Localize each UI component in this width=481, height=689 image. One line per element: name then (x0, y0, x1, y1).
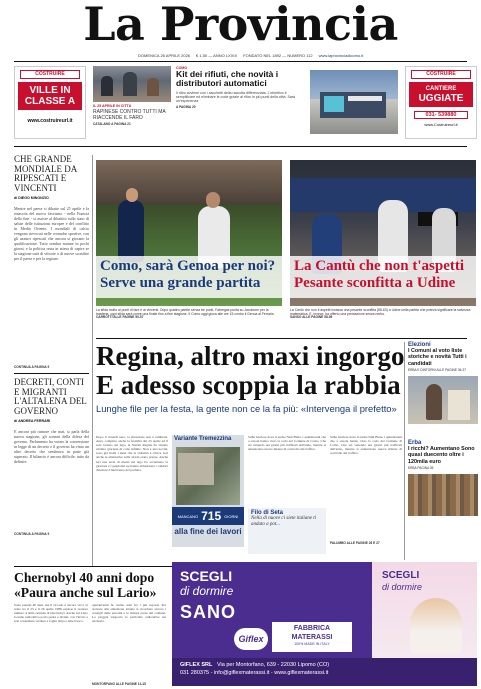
elezioni-ref: ERBA E DINTORNI ALLE PAGINE 36-37 (408, 368, 466, 373)
teaser-center-photo (310, 70, 398, 134)
sport-left-headline-bar (96, 256, 282, 298)
main-photo (172, 435, 244, 547)
countdown-value: 715 (201, 509, 222, 523)
elezioni[interactable] (408, 342, 478, 432)
sport-left-headline: Como, sarà Genoa per noi? Serve una grande partita (100, 258, 276, 291)
elezioni-headline: I Comuni al voto liste storiche e novità Tutti i candidati (408, 348, 467, 367)
sport-left-caption: La sfida molto ai punti di fare e ai vincenti. Dopo quattro partite senza tre punti, Fabregas punta su Jacobone per la trasferta, ogni sfida sarà come una finale fino a fine stagione. Il Como oggi gioca alle ore 15 contro il Genoa al Ferraris. (96, 308, 275, 316)
countdown-prefix: MANCANO (177, 513, 199, 519)
main-headline-2: E adesso scoppia la rabbia (96, 370, 401, 400)
ad-bottom-model (410, 598, 462, 654)
main-subheadline: Lunghe file per la festa, la gente non ce la fa più: «Intervenga il prefetto» (96, 403, 397, 414)
ad-right-line2: UGGIATE (418, 93, 464, 104)
ad-bottom[interactable] (172, 562, 477, 686)
ad-bottom-contacts[interactable]: 031 280375 - info@giflexmaterassi.it - www.giflexmaterassi.it (180, 670, 329, 676)
ad-right-line1: CANTIERE (425, 86, 457, 92)
left-column-divider (92, 155, 93, 567)
masthead (0, 0, 481, 50)
ad-bottom-right-2: di dormire (382, 582, 423, 592)
ad-right-url: www.Costruireurl.it (424, 122, 458, 127)
elezioni-title: Elezioni (408, 342, 431, 348)
ad-left[interactable] (14, 66, 86, 139)
editorial-author: di DIEGO MINONZIO (14, 196, 49, 200)
sport-right[interactable] (290, 160, 476, 330)
teaser-center-tag: COMO (176, 66, 188, 70)
ad-badge-3: 100% MADE IN ITALY (294, 642, 330, 646)
ad-left-line2: CLASSE A (24, 96, 76, 107)
ad-left-url: www.costruireurl.it (27, 118, 73, 124)
political-headline: DECRETI, CONTI E MIGRANTI L'ALTALENA DEL GOVERNO (14, 378, 87, 416)
section-rule-1 (14, 146, 467, 147)
erba-title: Erba (408, 440, 422, 446)
ad-left-banner (18, 82, 82, 110)
filo-title: Filo di Seta (251, 510, 284, 516)
masthead-edition: € 1,50 — ANNO LXXIX (196, 53, 238, 58)
countdown-suffix: alla fine dei lavori (174, 527, 242, 536)
chernobyl-headline: Chernobyl 40 anni dopo «Paura anche sul Lario» (14, 570, 157, 600)
political-rule (14, 373, 89, 374)
sport-right-headline: La Cantù che non t'aspetti Pesante sconfitta a Udine (294, 258, 465, 291)
section-rule-2 (96, 338, 467, 339)
masthead-website[interactable]: www.laprovinciadicomo.it (318, 53, 364, 58)
editorial-ref: CONTINUA A PAGINA 9 (14, 365, 50, 369)
teaser-left[interactable] (93, 66, 171, 139)
countdown-box (172, 507, 244, 525)
political-author: di ANDREA FERRARI (14, 419, 51, 423)
teaser-left-ref: CATALANO A PAGINA 21 (93, 122, 131, 126)
filo-text: Nella di nuove ci siete italiane ti andato a pot... (251, 516, 316, 527)
ad-bottom-company: GIFLEX SRL (180, 662, 213, 668)
sport-right-headline-bar (290, 256, 476, 298)
teaser-center-ref: A PAGINA 20 (176, 104, 196, 109)
political-author-name: ANDREA FERRARI (18, 419, 51, 423)
ad-badge-2: MATERASSI (291, 634, 333, 641)
chernobyl-body-2: quarant'anni fa, siamo stati fra i più esposti. Per arrivare alla situazione attuale si ricordano ancora i consigli delle autorità e le misure prese dal comune. La pioggia trasportò le particelle radioattive sul territorio. (92, 603, 166, 624)
teaser-left-headline: RAPINESE CONTRO TUTTI MA RIACCENDE IL FARO (93, 109, 166, 121)
erba-ref: ERBA PAGINA 35 (408, 466, 434, 471)
ad-left-line1: VILLE IN (29, 85, 71, 96)
ad-bottom-footer (172, 658, 477, 686)
main-body-far-right: Sulle barriere dove il anche Nini Blaia, i quindicenni che a scuola hanno visto la coda del Comune di Como. Che sta venendo nei giorni più trafficati dell'anno, mentre si annunciano nuove misure di controllo del traffico. (330, 435, 402, 456)
erba-headline: I ricchi? Aumentano Sono quasi duecento oltre i 120mila euro (408, 446, 475, 465)
masthead-rule (14, 61, 467, 62)
teaser-left-tag: IL 25 APRILE IN CITTÀ (93, 104, 132, 108)
erba-photo (408, 474, 478, 516)
ad-badge-1: FABBRICA (293, 625, 331, 632)
editorial-body: Mentre nel paese si dibatte sul 25 aprile e la rinascita del nuovo fascismo - nella Francia della fine - si assiste al dibattito sullo stato di salute delle istituzioni europee e del conflitto in Medio Oriente. I mondiali di calcio vengono rievocati nelle cronache sportive, con gli azzurri ripescati che ancora si giocano la qualificazione. Tutto sembra mutare in pochi giorni, e la politica resta in attesa di capire se la stagione sarà di vittorie o di nuove sconfitte per il paese e per la regione. (14, 206, 89, 261)
sport-left-ref: CARROTTI ALLE PAGINE 50-57 (96, 315, 144, 319)
ad-bottom-right-1: SCEGLI (382, 570, 420, 581)
main-body-right: Sulle barriere dove il anche Nini Blaia, i quindicenni che a scuola hanno visto la coda del Comune di Como. Che sta venendo nei giorni più trafficati dell'anno, mentre si annunciano nuove misure di controllo del traffico. (248, 435, 326, 452)
ad-bottom-line3: SANO (180, 602, 237, 622)
political-ref: CONTINUA A PAGINA 9 (14, 532, 50, 536)
main-photo-label: Variante Tremezzina (174, 436, 232, 442)
political[interactable] (14, 378, 89, 564)
chernobyl-ref: MONTORFANO ALLE PAGINE 14-15 (92, 682, 146, 686)
editorial-author-name: DIEGO MINONZIO (18, 196, 49, 200)
sport-right-caption: La Cantù che non ti aspetti incassa una pesante sconfitta (85-63) a Udine nella partita che poteva significare la salvezza matematica. E, invece, ha offerto una prestazione senza nerbo. (290, 308, 471, 316)
teaser-center-body: Il ritiro avviene con i sacchetti della raccolta differenziata. L'obiettivo è semplificare ed eliminare le code grazie al ritiro in più punti della città. Sarà un'esperienza (176, 90, 296, 104)
ad-bottom-line2: di dormire (180, 584, 234, 598)
countdown-unit: GIORNI (224, 513, 239, 519)
sport-right-ref: SANSO ALLE PAGINE 58-59 (290, 315, 333, 319)
ad-right-phone: 031- 539880 (414, 111, 468, 119)
teaser-center[interactable] (176, 66, 398, 139)
ad-bottom-brand: Giflex (234, 628, 268, 650)
erba[interactable] (408, 440, 478, 562)
ad-bottom-line1: SCEGLI (180, 568, 233, 584)
ad-bottom-address: Via per Montorfano, 639 - 22030 Lipomo (CO) (216, 662, 330, 668)
masthead-founded: FONDATO NEL 1892 — NUMERO 112 (243, 53, 313, 58)
masthead-strip (138, 52, 408, 59)
masthead-date: DOMENICA 26 APRILE 2026 (138, 53, 191, 58)
masthead-title: La Provincia (83, 0, 398, 51)
ad-right-brand: COSTRUIRE (411, 70, 471, 79)
ad-right[interactable] (405, 66, 477, 139)
chernobyl-body: Sono passati 40 anni, ma il ricordo è ancora vivo: la notte tra il 25 e il 26 aprile 1986 esplose il reattore numero 4 della centrale di Chernobyl. Anche sul Lario la nube radioattiva portò paura e divieti, con l'invito a non consumare verdure a foglia larga e latte fresco. (14, 603, 88, 624)
editorial[interactable] (14, 155, 89, 369)
main-ref: PALUMBO ALLE PAGINE 26 E 27 (330, 541, 380, 545)
ad-bottom-badge (272, 622, 352, 652)
main-body: Dopo il venerdì nero, la situazione non è cambiata. Anzi, complice anche la festività del 25 aprile ed il sole tornato sul lago, la Statale Regina ha vissuto un'altra giornata di code infinite. Non è una novità, sono già molti i mesi che la viabilità è critica. Ieri anche le alternative sulla strada erano presse. Anche ieri una serie di mezzi sul lago ha accentuato la giornata e i pendolari ne hanno abbastanza: i sindaci chiedono l'intervento del prefetto. (96, 435, 168, 472)
right-column-divider (404, 342, 405, 560)
main-story[interactable] (96, 341, 405, 560)
filo-di-seta (248, 508, 326, 554)
sport-left[interactable] (96, 160, 282, 330)
editorial-headline: CHE GRANDE MONDIALE DA RIPESCATI E VINCENTI (14, 155, 77, 193)
main-headline-1: Regina, altro maxi ingorgo (96, 341, 405, 371)
political-body: E ancora più rumore che mai, si parla della nuova stagione, gli scenari della difesa del governo. Parlamento ha votato la conversione in legge di un decreto e il governo ha vinto un altro decreto che sembrava in parte già superato. Il bilancio è ancora difficile, tutto da definire. (14, 429, 89, 464)
elezioni-photo (408, 376, 478, 424)
teaser-center-headline: Kit dei rifiuti, che novità i distributori automatici (176, 69, 279, 89)
teaser-left-photo (93, 66, 171, 102)
chernobyl[interactable] (14, 570, 166, 686)
ad-right-banner (409, 82, 473, 107)
ad-left-brand: COSTRUIRE (20, 70, 80, 79)
